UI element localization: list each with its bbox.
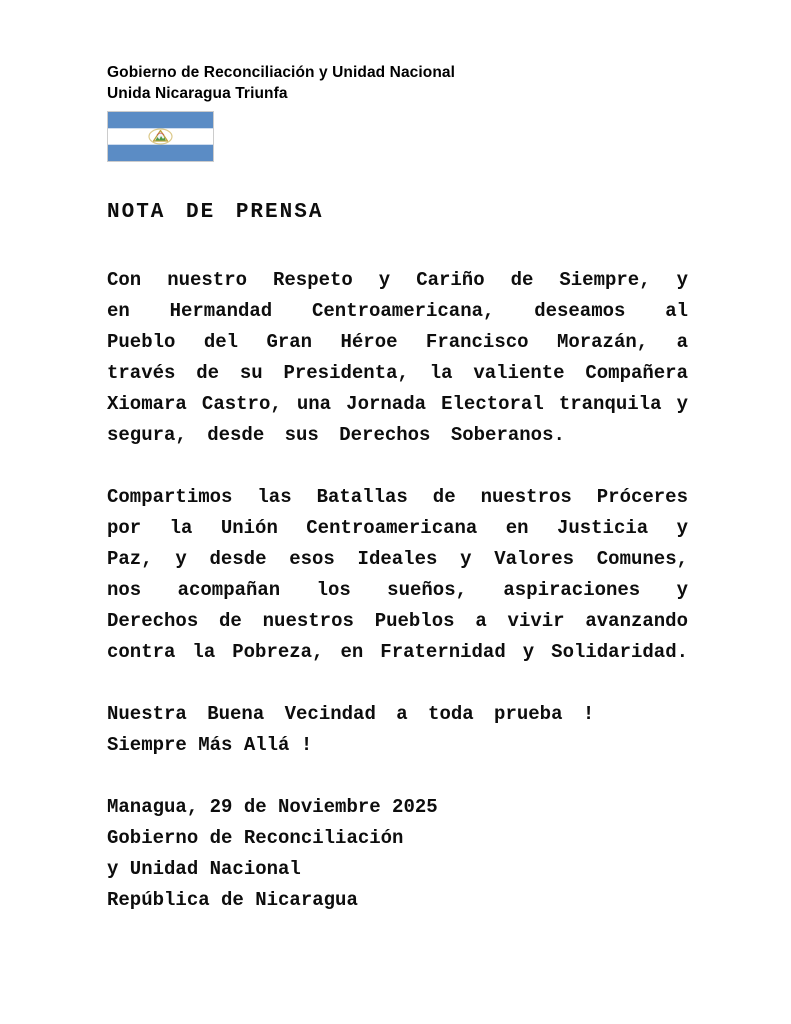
signature-line: República de Nicaragua [107, 889, 358, 911]
body-line: segura, desde sus Derechos Soberanos. [107, 424, 565, 446]
body-line: Nuestra Buena Vecindad a toda prueba ! [107, 703, 595, 725]
paragraph-3 [107, 699, 688, 761]
flag-bottom-stripe [108, 145, 213, 161]
signature-line: y Unidad Nacional [107, 858, 301, 880]
body-line: contra la Pobreza, en Fraternidad y Solidaridad. [107, 641, 688, 663]
body-line: través de su Presidenta, la valiente Compañera [107, 362, 688, 384]
letterhead-line-1: Gobierno de Reconciliación y Unidad Nacional [107, 64, 456, 81]
document-title: NOTA DE PRENSA [107, 201, 324, 224]
signature-date-place: Managua, 29 de Noviembre 2025 [107, 796, 438, 818]
body-line: Compartimos las Batallas de nuestros Próceres [107, 486, 688, 508]
body-line: en Hermandad Centroamericana, deseamos al [107, 300, 688, 322]
signature-block [107, 792, 688, 916]
body-line: Xiomara Castro, una Jornada Electoral tranquila y [107, 393, 688, 415]
body-line: Paz, y desde esos Ideales y Valores Comunes, [107, 548, 688, 570]
document-body [107, 265, 688, 916]
paragraph-1 [107, 265, 688, 451]
letterhead [107, 62, 688, 162]
letterhead-line-2: Unida Nicaragua Triunfa [107, 85, 288, 102]
body-line: Con nuestro Respeto y Cariño de Siempre, y [107, 269, 688, 291]
nicaragua-flag-icon [107, 111, 214, 162]
body-line: Pueblo del Gran Héroe Francisco Morazán, a [107, 331, 688, 353]
body-line: Siempre Más Allá ! [107, 734, 313, 756]
body-line: Derechos de nuestros Pueblos a vivir avanzando [107, 610, 688, 632]
nicaragua-flag-svg [107, 111, 214, 162]
signature-line: Gobierno de Reconciliación [107, 827, 404, 849]
body-line: por la Unión Centroamericana en Justicia y [107, 517, 688, 539]
paragraph-2 [107, 482, 688, 668]
body-line: nos acompañan los sueños, aspiraciones y [107, 579, 688, 601]
flag-top-stripe [108, 112, 213, 128]
